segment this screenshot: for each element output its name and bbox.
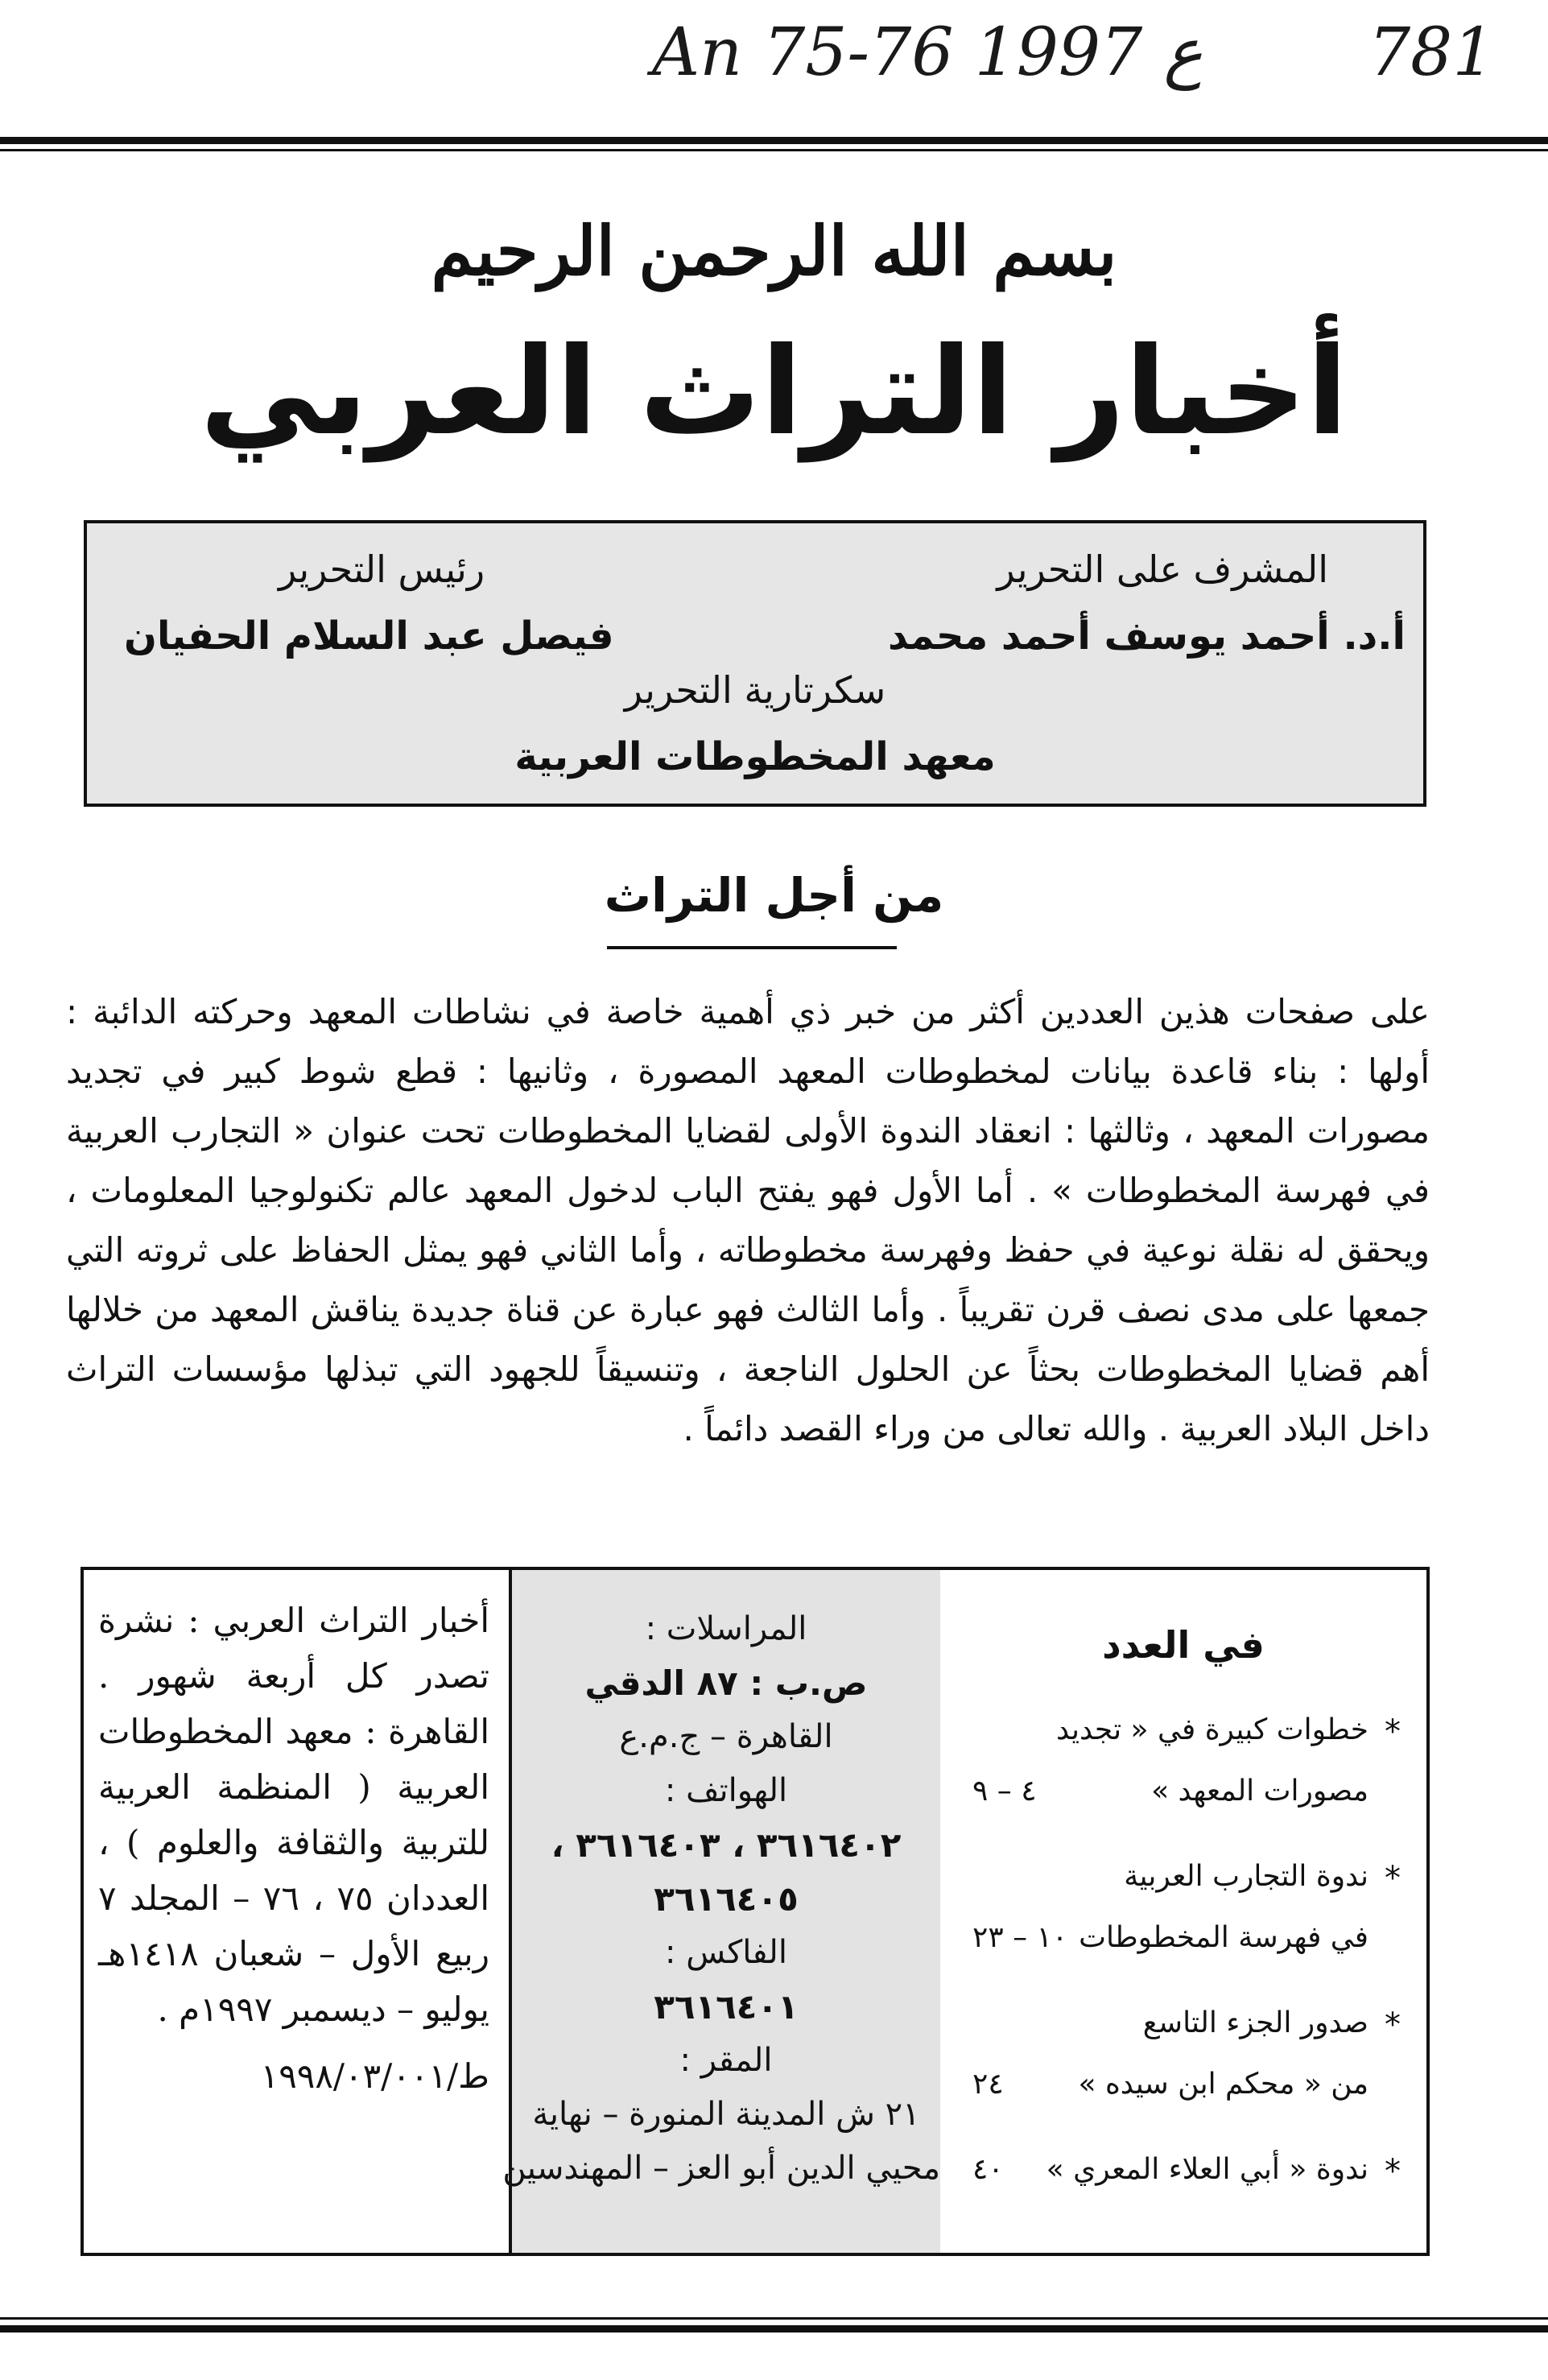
top-rule [0, 137, 1548, 144]
newsletter-title: أخبار التراث العربي [200, 322, 1348, 462]
phones-line-1: ٣٦١٦٤٠٢ ، ٣٦١٦٤٠٣ ، [551, 1825, 902, 1865]
fax-label: الفاكس : [665, 1934, 787, 1971]
publication-info: أخبار التراث العربي : نشرة تصدر كل أربعة شهور . القاهرة : معهد المخطوطات العربية ( المنظمة العربية للتربية والثقافة والعلوم ) ، العددان ٧٥ ، ٧٦ – المجلد ٧ ربيع الأول – شعبان ١٤١٨هـ يوليو – ديسمبر ١٩٩٧م . [98, 1601, 489, 2029]
address-line-2: محيي الدين أبو العز – المهندسين [502, 2150, 940, 2187]
bottom-rule [0, 2325, 1548, 2332]
asterisk-icon: * [1385, 2153, 1401, 2190]
info-box [80, 1567, 1430, 2256]
editorial-staff-box [84, 520, 1426, 807]
correspondence-label: المراسلات : [645, 1610, 807, 1647]
toc-item-pages: ٤ – ٩ [972, 1775, 1037, 1808]
fax-number: ٣٦١٦٤٠١ [654, 1987, 799, 2027]
heading-underline [607, 946, 897, 949]
toc-item [960, 1860, 1401, 2006]
supervisor-label: المشرف على التحرير [997, 547, 1328, 591]
editorial-heading: من أجل التراث [604, 868, 944, 923]
handwritten-reference: An 75-76 ع 1997 [652, 14, 1203, 91]
editorial-paragraph: على صفحات هذين العددين أكثر من خبر ذي أهمية خاصة في نشاطات المعهد وحركته الدائبة : أولها : بناء قاعدة بيانات لمخطوطات المعهد المصورة ، وثانيها : قطع شوط كبير في تجديد مصورات المعهد ، وثالثها : انعقاد الندوة الأولى لقضايا المخطوطات تحت عنوان « التجارب العربية في فهرسة المخطوطات » . أما الأول فهو يفتح الباب لدخول المعهد عالم تكنولوجيا المعلومات ، ويحقق له نقلة نوعية في حفظ وفهرسة مخطوطاته ، وأما الثاني فهو يمثل الحفاظ على ثروته التي جمعها على مدى نصف قرن تقريباً . وأما الثالث فهو عبارة عن قناة جديدة يناقش المعهد من خلالها أهم قضايا المخطوطات بحثاً عن الحلول الناجعة ، وتنسيقاً للجهود التي تبذلها مؤسسات التراث داخل البلاد العربية . والله تعالى من وراء القصد دائماً . [66, 992, 1430, 1448]
asterisk-icon: * [1385, 2006, 1401, 2043]
correspondence-block [502, 1602, 940, 2196]
toc-item-title-cont: مصورات المعهد » [1151, 1775, 1368, 1808]
toc-item [960, 2006, 1401, 2153]
asterisk-icon: * [1385, 1860, 1401, 1897]
toc-item-pages: ٤٠ [972, 2153, 1004, 2186]
po-box: ص.ب : ٨٧ الدقي [584, 1663, 868, 1703]
toc-item-title-cont: من « محكم ابن سيده » [1078, 2068, 1368, 2101]
toc-item-title: صدور الجزء التاسع [1142, 2006, 1368, 2039]
hq-label: المقر : [679, 2042, 773, 2079]
toc-title: في العدد [1102, 1623, 1265, 1667]
publication-block [98, 1593, 489, 2104]
supervisor-name: أ.د. أحمد يوسف أحمد محمد [887, 614, 1406, 659]
toc-item-title: خطوات كبيرة في « تجديد [1056, 1713, 1368, 1746]
toc-item-title-cont: في فهرسة المخطوطات [1079, 1921, 1368, 1954]
phones-label: الهواتف : [664, 1772, 788, 1809]
deposit-number: ط/١٩٩٨/٠٣/٠٠١ [260, 2056, 489, 2096]
secretariat-label: سكرتارية التحرير [624, 668, 886, 712]
bottom-rule-thin [0, 2317, 1548, 2320]
toc-item [960, 1713, 1401, 1860]
toc-item-title: ندوة « أبي العلاء المعري » [1046, 2153, 1368, 2186]
toc-list [960, 1713, 1401, 2299]
phones-line-2: ٣٦١٦٤٠٥ [654, 1879, 799, 1919]
asterisk-icon: * [1385, 1713, 1401, 1750]
toc-column [940, 1570, 1426, 2253]
publication-column [84, 1570, 509, 2253]
address-line-1: ٢١ ش المدينة المنورة – نهاية [532, 2096, 920, 2133]
top-rule-thin [0, 149, 1548, 151]
city: القاهرة – ج.م.ع [619, 1718, 833, 1755]
correspondence-column [502, 1570, 940, 2253]
editor-name: فيصل عبد السلام الحفيان [124, 614, 614, 659]
basmala: بسم الله الرحمن الرحيم [431, 211, 1117, 291]
toc-item-pages: ١٠ – ٢٣ [972, 1921, 1068, 1954]
handwritten-number: 781 [1368, 14, 1495, 91]
editor-label: رئيس التحرير [279, 547, 485, 591]
secretariat-name: معهد المخطوطات العربية [514, 734, 996, 779]
toc-item [960, 2153, 1401, 2299]
toc-item-title: ندوة التجارب العربية [1124, 1860, 1368, 1893]
toc-item-pages: ٢٤ [972, 2068, 1004, 2101]
editorial-body [66, 982, 1430, 1459]
